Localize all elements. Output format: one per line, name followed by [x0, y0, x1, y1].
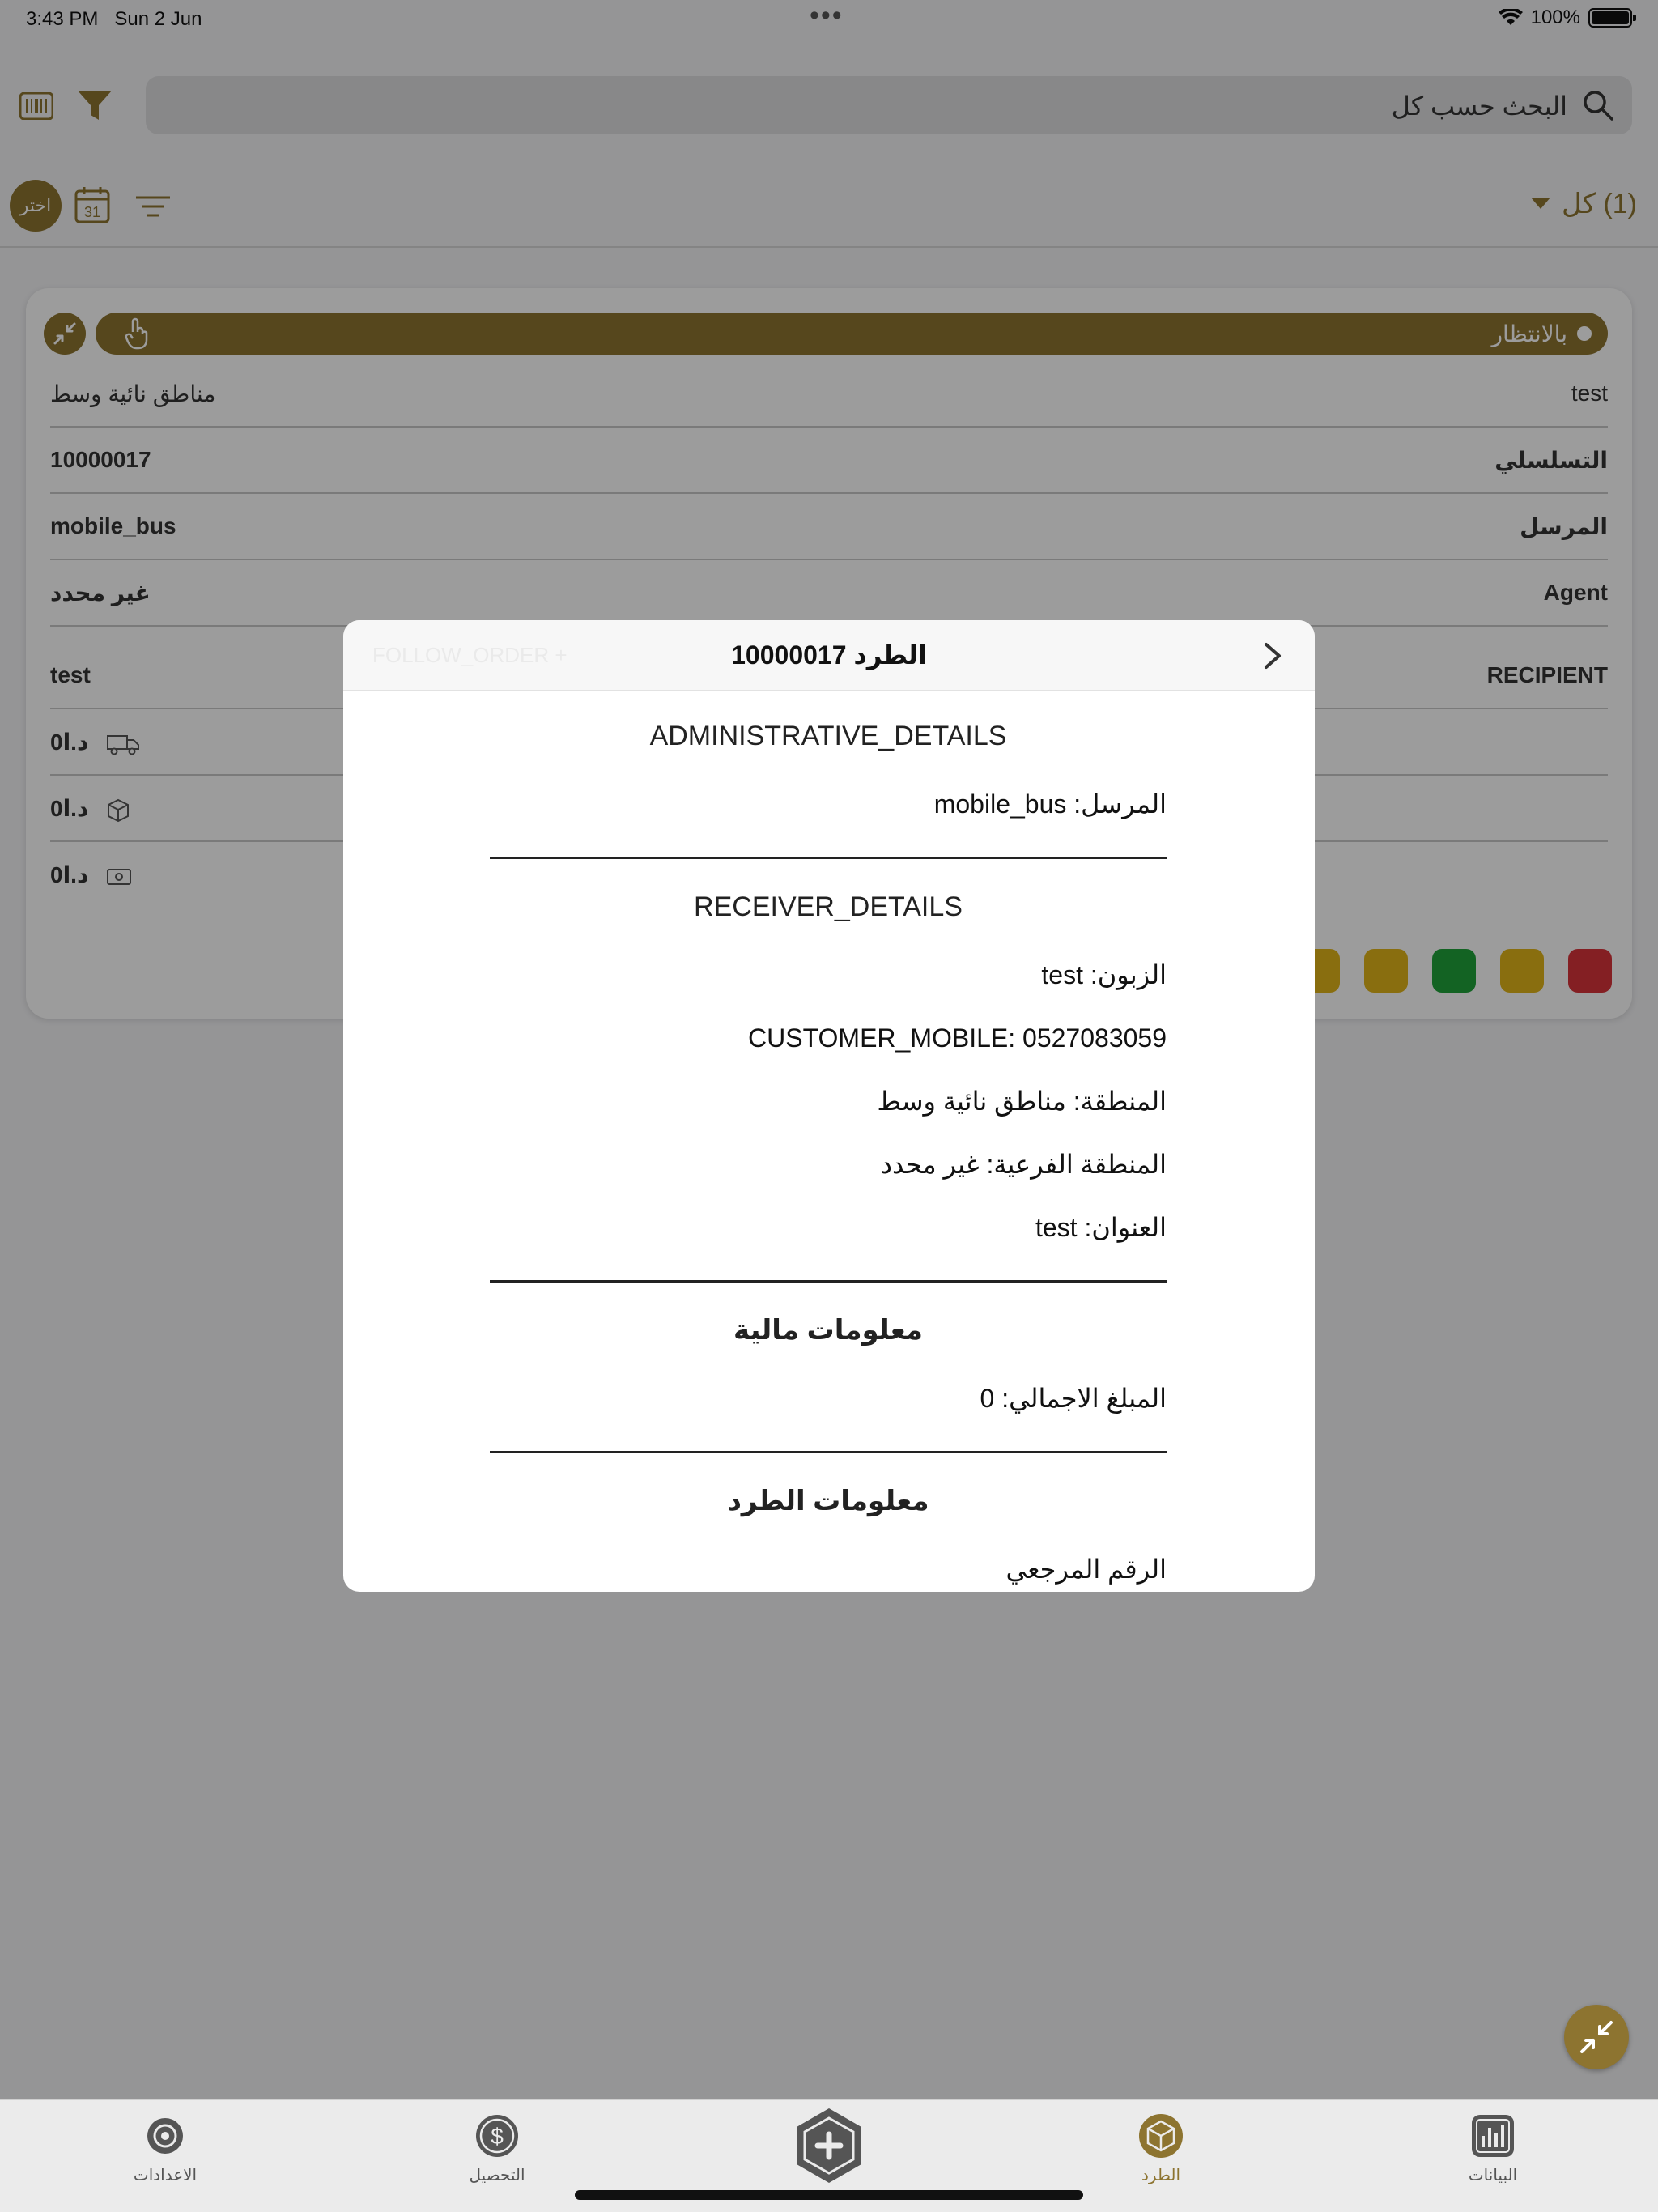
- collapse-all-fab[interactable]: [1564, 2005, 1629, 2069]
- recipient-label: RECIPIENT: [1486, 662, 1608, 687]
- region-field: المنطقة: مناطق نائية وسط: [877, 1087, 1167, 1116]
- recipient-value: test: [50, 662, 91, 687]
- parcel-info-title: معلومات الطرد: [727, 1486, 929, 1516]
- collapse-arrows-icon: [1564, 2005, 1629, 2069]
- cube-icon: [1137, 2112, 1185, 2160]
- choose-button[interactable]: اختر: [10, 180, 62, 232]
- search-placeholder: البحث حسب كل: [1391, 91, 1567, 121]
- total-value: 0د.ا: [50, 861, 132, 888]
- home-indicator[interactable]: [575, 2190, 1083, 2200]
- sender-value: mobile_bus: [50, 513, 176, 538]
- customer-mobile-field[interactable]: CUSTOMER_MOBILE: 0527083059: [748, 1023, 1167, 1053]
- tab-data[interactable]: [1412, 2112, 1574, 2185]
- address-field: العنوان: test: [1035, 1213, 1167, 1242]
- parcel-price-value: 0د.ا: [50, 795, 130, 823]
- status-time: 3:43 PM Sun 2 Jun: [26, 8, 202, 30]
- customer-value: test: [1571, 381, 1608, 406]
- region-value: مناطق نائية وسط: [50, 381, 216, 406]
- receiver-details-title: RECEIVER_DETAILS: [694, 891, 963, 922]
- svg-text:$: $: [491, 2124, 504, 2149]
- follow-order-button[interactable]: FOLLOW_ORDER +: [372, 643, 568, 667]
- delivery-fee-value: 0د.ا: [50, 729, 140, 755]
- tab-parcel[interactable]: [1080, 2112, 1242, 2185]
- sender-field: المرسل: mobile_bus: [933, 789, 1167, 819]
- section-divider: [490, 1451, 1167, 1453]
- status-dropdown-label: (1) كل: [1562, 189, 1637, 219]
- dollar-icon: [473, 2112, 521, 2160]
- modal-content: [490, 691, 1167, 1592]
- section-divider: [490, 1280, 1167, 1283]
- total-amount-field: المبلغ الاجمالي: 0: [980, 1384, 1167, 1413]
- tab-settings-label: الاعدادات: [133, 2167, 198, 2184]
- chevron-right-icon[interactable]: [1263, 641, 1282, 670]
- tab-settings[interactable]: [84, 2112, 246, 2185]
- gear-icon: [141, 2112, 189, 2160]
- sub-region-field: المنطقة الفرعية: غير محدد: [880, 1150, 1167, 1179]
- administrative-details-title: ADMINISTRATIVE_DETAILS: [649, 721, 1007, 751]
- add-icon: [790, 2105, 868, 2186]
- battery-percent: 100%: [1530, 6, 1580, 28]
- status-label: بالانتظار: [1491, 321, 1567, 347]
- section-divider: [490, 857, 1167, 859]
- agent-label: Agent: [1543, 580, 1608, 605]
- parcel-next-field: الرقم المرجعي: [1005, 1555, 1167, 1584]
- financial-info-title: معلومات مالية: [733, 1315, 923, 1346]
- serial-value: 10000017: [50, 447, 151, 472]
- parcel-details-modal: [343, 620, 1315, 1592]
- multitasking-dots[interactable]: •••: [810, 0, 844, 31]
- tab-collection-label: التحصيل: [469, 2167, 525, 2184]
- customer-field: الزبون: test: [1041, 960, 1167, 989]
- tab-parcel-label: الطرد: [1141, 2167, 1180, 2184]
- modal-title: الطرد 10000017: [731, 640, 927, 670]
- tab-data-label: البيانات: [1468, 2167, 1518, 2184]
- bar-chart-icon: [1469, 2112, 1517, 2160]
- tab-collection[interactable]: [416, 2112, 578, 2185]
- sender-label: المرسل: [1520, 514, 1608, 539]
- agent-value: غير محدد: [50, 581, 151, 606]
- calendar-day: 31: [83, 204, 101, 220]
- modal-header: [343, 620, 1315, 691]
- tab-add[interactable]: [748, 2105, 910, 2186]
- serial-label: التسلسلي: [1494, 448, 1608, 473]
